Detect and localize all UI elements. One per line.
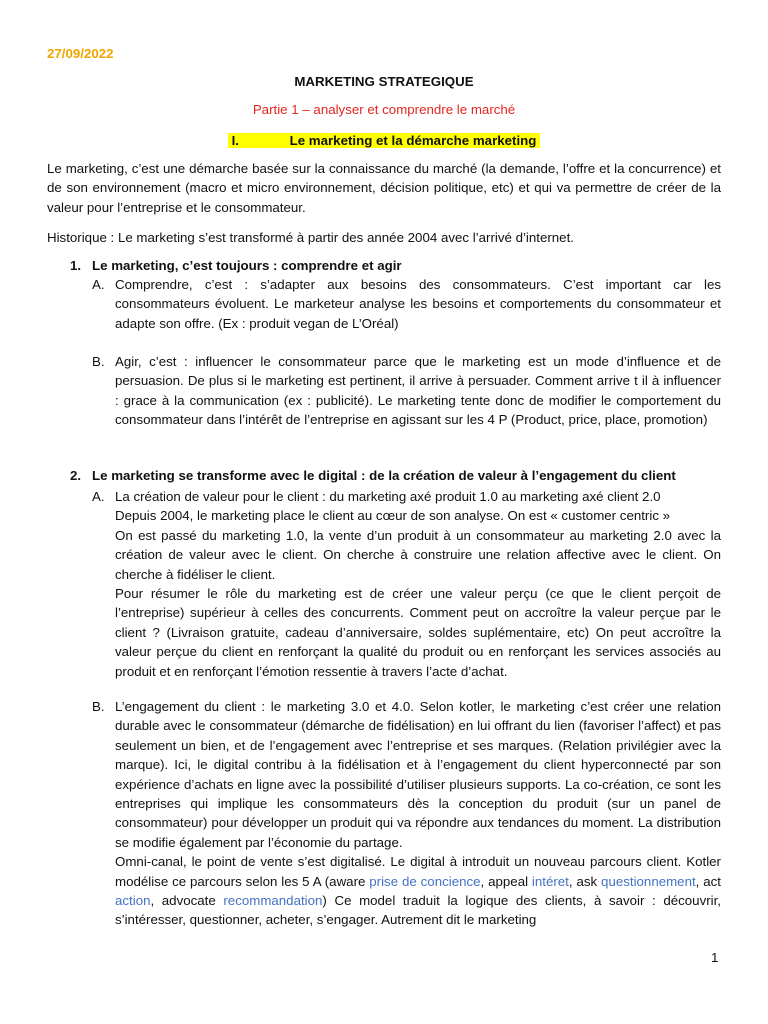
list-item-letter: B. xyxy=(92,354,105,369)
heading-2-number: 2. xyxy=(70,468,82,483)
item-2a-paragraph3: Pour résumer le rôle du marketing est de créer une valeur perçu (ce que le client perçoit de l’entreprise) supérieur à celles des concurrents. Comment peut on accroître la valeur perçue par le client ? (Livraison gratuite, cadeau d’anniversaire, soldes suplémentaire, etc) On peut accroître la valeur perçue du client en renforçant la qualité du produit ou en renforçant les services associés au produit et en renforçant l’émotion ressentie à travers l’acte d’achat. xyxy=(115,586,721,679)
section-number: I. xyxy=(231,133,239,148)
list-item-text xyxy=(115,697,721,930)
item-2a-paragraph2: On est passé du marketing 1.0, la vente d’un produit à un consommateur au marketing 2.0 avec la création de valeur avec le client. On cherche à construire une relation affective avec le client. On cherche à fidéliser le client. xyxy=(115,527,721,582)
list-item-1a xyxy=(92,275,721,333)
list-item-2b xyxy=(92,697,721,930)
heading-1-text: Le marketing, c’est toujours : comprendre et agir xyxy=(92,258,402,273)
text-run: , advocate xyxy=(150,893,224,909)
text-run: , appeal xyxy=(480,873,532,889)
heading-1-number: 1. xyxy=(70,258,82,273)
heading-2 xyxy=(70,466,721,485)
text-run: Omni-canal, le point de vente s’est digitalisé. Le digital à introduit un nouveau parcours client. Kotler modélise ce parcours selon les 5 A (aware xyxy=(115,854,721,889)
heading-1 xyxy=(70,256,721,275)
item-2b-paragraph1: L’engagement du client : le marketing 3.0 et 4.0. Selon kotler, le marketing c’est créer une relation durable avec le consommateur (démarche de fidélisation) en lui offrant du lien (favoriser l’affect) et pas seulement un bien, et de l’engagement avec l’entreprise et ses marques. (Relation privilégier avec la marque). Ici, le digital contribu à la fidélisation et à l’engagement du client hyperconnecté par son expérience d’achats en ligne avec la possibilité d’utiliser plusieurs supports. La co-création, ce sont les entreprises qui implique les consommateurs dès la conception du produit (sur un panel de consommateur) pour développer un produit qui va répondre aux tendances du moment. La distribution se modifie également par l’économie du partage. xyxy=(115,699,721,850)
term-advocate: recommandation xyxy=(223,893,323,909)
intro-paragraph: Le marketing, c’est une démarche basée sur la connaissance du marché (la demande, l’offre et la concurrence) et de son environnement (macro et micro environnement, décision politique, etc) et qui va permettre de créer de la valeur pour l’entreprise et le consommateur. xyxy=(47,161,721,215)
term-appeal: intéret xyxy=(531,873,569,889)
text-run: , act xyxy=(695,873,721,889)
list-item-letter: B. xyxy=(92,699,105,714)
part-subtitle: Partie 1 – analyser et comprendre le marché xyxy=(252,102,516,117)
item-2a-line2: Depuis 2004, le marketing place le client au cœur de son analyse. On est « customer centric » xyxy=(115,508,671,524)
list-item-1b xyxy=(92,352,721,430)
term-aware: prise de concience xyxy=(369,873,481,889)
heading-2-text: Le marketing se transforme avec le digital : de la création de valeur à l’engagement du client xyxy=(92,468,676,483)
item-2b-paragraph2 xyxy=(115,852,721,930)
history-paragraph: Historique : Le marketing s’est transformé à partir des année 2004 avec l’arrivé d’internet. xyxy=(47,230,574,245)
list-item-2a xyxy=(92,487,721,681)
document-date: 27/09/2022 xyxy=(47,46,114,61)
page-number: 1 xyxy=(711,950,719,965)
text-run: , ask xyxy=(568,873,602,889)
list-item-text xyxy=(115,487,721,681)
document-title: MARKETING STRATEGIQUE xyxy=(294,74,474,89)
section-title: Le marketing et la démarche marketing xyxy=(289,133,537,148)
text-run: ) Ce model traduit la logique des clients, à savoir : découvrir, s’intéresser, questionner, acheter, s’engager. Autrement dit le marketing xyxy=(115,893,721,928)
term-ask: questionnement xyxy=(601,873,696,889)
list-item-letter: A. xyxy=(92,277,105,292)
list-item-text: Comprendre, c’est : s’adapter aux besoins des consommateurs. C’est important car les consommateurs évoluent. Le marketeur analyse les besoins et comportements du consommateur et adapte son offre. (Ex : produit vegan de L’Oréal) xyxy=(115,277,721,331)
item-2a-line1: La création de valeur pour le client : du marketing axé produit 1.0 au marketing axé client 2.0 xyxy=(115,489,661,504)
list-item-letter: A. xyxy=(92,489,105,504)
term-act: action xyxy=(115,893,151,909)
section-heading xyxy=(0,131,768,150)
list-item-text: Agir, c’est : influencer le consommateur parce que le marketing est un mode d’influence et de persuasion. De plus si le marketing est pertinent, il arrive à persuader. Comment arrive t il à influencer : grace à la communication (ex : publicité). Le marketing tente donc de modifier le comportement du consommateur dans l’intérêt de l’entreprise en agissant sur les 4 P (Product, price, place, promotion) xyxy=(115,354,721,428)
